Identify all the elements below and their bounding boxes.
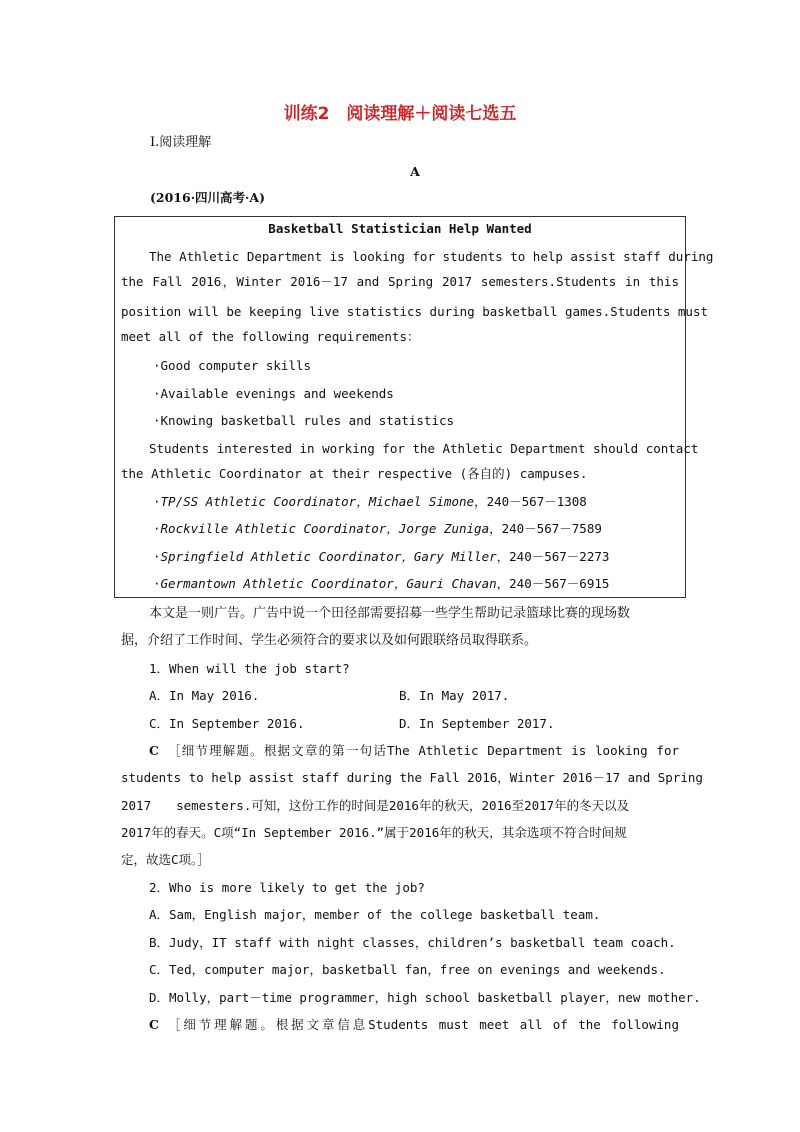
section-heading: Ⅰ.阅读理解 [150, 135, 212, 150]
question-1-stem: 1．When will the job start? [149, 661, 350, 676]
question-1-explanation-line: students to help assist staff during the Fall 2016，Winter 2016－17 and Spring [121, 770, 703, 785]
question-1-explanation-line: 定，故选C项。］ [121, 852, 210, 867]
question-2-option: C．Ted，computer major，basketball fan，free on evenings and weekends. [149, 962, 666, 977]
contact-phone: ，240－567－2273 [496, 549, 610, 564]
summary-line: 本文是一则广告。广告中说一个田径部需要招募一些学生帮助记录篮球比赛的现场数 [149, 606, 631, 621]
contact-name: TP/SS Athletic Coordinator，Michael Simone [160, 494, 475, 509]
requirement-item: ·Good computer skills [153, 358, 312, 373]
contact-item [153, 521, 602, 537]
question-2-answer: C [149, 1017, 159, 1032]
question-1-explanation-line: 2017年的春天。C项“In September 2016.”属于2016年的秋天，其余选项不符合时间规 [121, 825, 627, 840]
ad-para1-line: The Athletic Department is looking for students to help assist staff during [149, 249, 714, 264]
requirement-item: ·Knowing basketball rules and statistics [153, 413, 455, 428]
contact-phone: ，240－567－6915 [496, 576, 610, 591]
ad-para2-line: Students interested in working for the Athletic Department should contact [149, 441, 699, 456]
source-label: (2016·四川高考·A) [150, 190, 266, 205]
contact-phone: ，240－567－7589 [489, 521, 602, 536]
bullet: · [153, 521, 161, 536]
question-1-answer: C [149, 743, 159, 758]
contact-phone: ，240－567－1308 [474, 494, 587, 509]
question-1-explanation-line: ［细节理解题。根据文章的第一句话The Athletic Department is looking for [168, 743, 679, 758]
contact-item [153, 576, 609, 592]
ad-para2-line: the Athletic Coordinator at their respective (各自的) campuses. [121, 466, 588, 481]
bullet: · [153, 549, 161, 564]
question-1-explanation-line: 2017 semesters.可知，这份工作的时间是2016年的秋天，2016至2017年的冬天以及 [121, 798, 630, 813]
question-1-option: B．In May 2017. [399, 688, 510, 703]
requirement-item: ·Available evenings and weekends [153, 386, 394, 401]
contact-name: Rockville Athletic Coordinator，Jorge Zuniga [160, 521, 490, 536]
contact-item [153, 494, 587, 510]
question-2-option: B．Judy，IT staff with night classes，children’s basketball team coach. [149, 935, 676, 950]
question-2-stem: 2．Who is more likely to get the job? [149, 880, 425, 895]
ad-para1-line: meet all of the following requirements： [121, 329, 420, 344]
summary-line: 据，介绍了工作时间、学生必须符合的要求以及如何跟联络员取得联系。 [121, 633, 538, 648]
question-1-option: D．In September 2017. [399, 716, 555, 731]
ad-heading: Basketball Statistician Help Wanted [268, 221, 532, 236]
question-2-option: A．Sam，English major，member of the college basketball team. [149, 907, 601, 922]
contact-name: Springfield Athletic Coordinator，Gary Miller [160, 549, 497, 564]
bullet: · [153, 576, 161, 591]
question-2-option: D．Molly，part－time programmer，high school basketball player，new mother. [149, 990, 701, 1005]
contact-item [153, 549, 609, 565]
bullet: · [153, 494, 161, 509]
ad-para1-line: position will be keeping live statistics during basketball games.Students must [121, 304, 708, 319]
passage-letter: A [410, 164, 420, 179]
contact-name: Germantown Athletic Coordinator，Gauri Chavan [160, 576, 497, 591]
page-title: 训练2 阅读理解＋阅读七选五 [283, 104, 517, 124]
question-2-explanation-line: ［细节理解题。根据文章信息Students must meet all of the following [168, 1017, 679, 1032]
question-1-option: C．In September 2016. [149, 716, 305, 731]
ad-para1-line: the Fall 2016，Winter 2016－17 and Spring 2017 semesters.Students in this [121, 274, 679, 289]
question-1-option: A．In May 2016. [149, 688, 260, 703]
